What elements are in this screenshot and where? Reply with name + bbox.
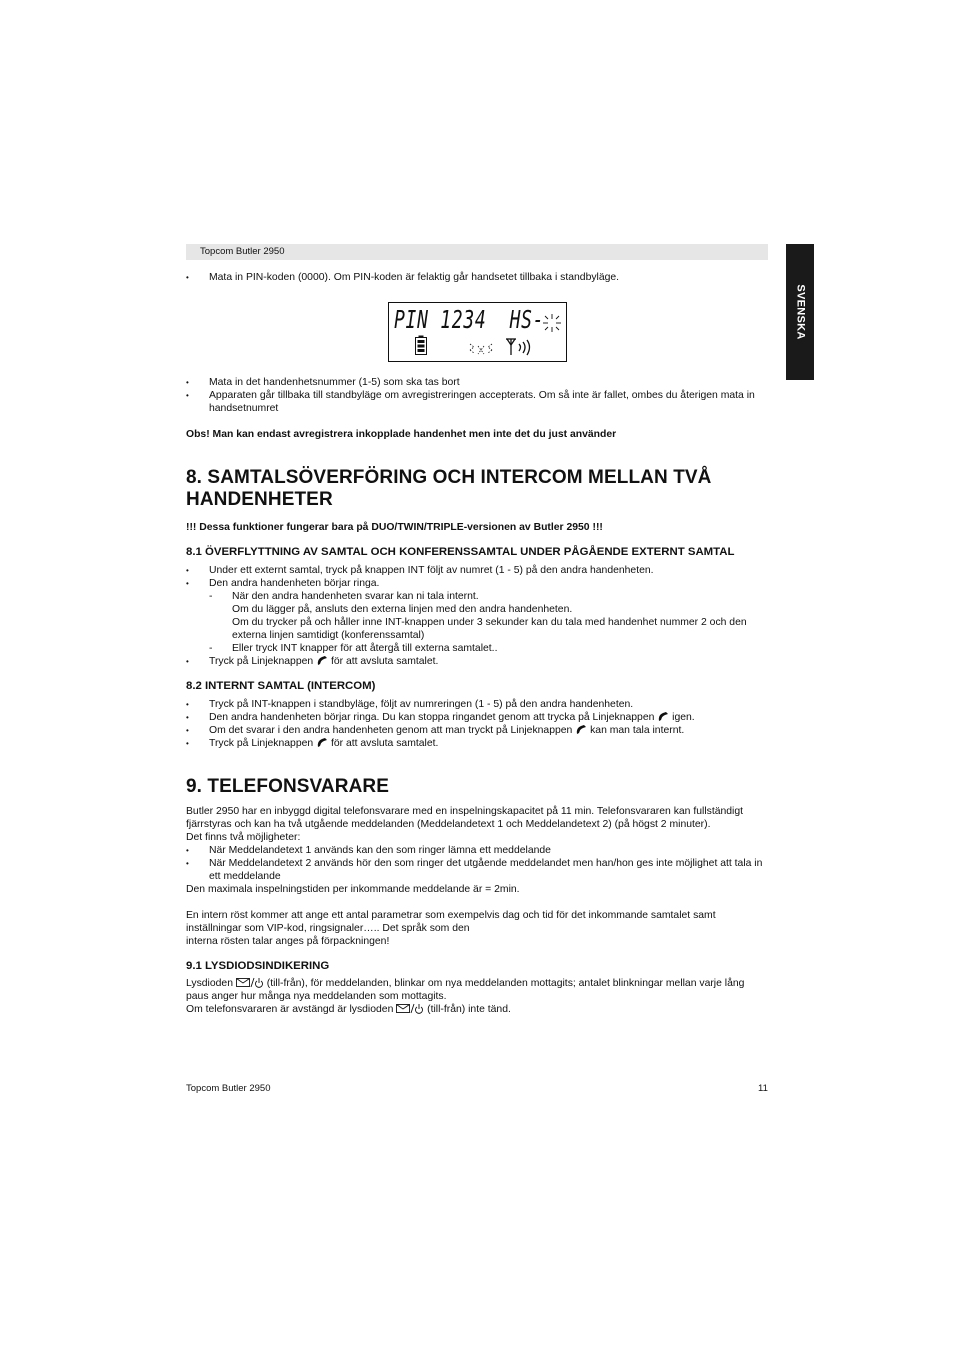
section-9-heading: 9. TELEFONSVARARE [186, 776, 389, 797]
list-item: • Den andra handenheten börjar ringa. [186, 577, 768, 590]
note: Obs! Man kan endast avregistrera inkopplade handenhet men inte det du just använder [186, 429, 617, 440]
envelope-power-icon [396, 1003, 424, 1014]
footer-title: Topcom Butler 2950 [186, 1083, 271, 1094]
paragraph [186, 977, 768, 1003]
envelope-power-icon [236, 977, 264, 988]
section-9-1-heading: 9.1 LYSDIODSINDIKERING [186, 960, 330, 972]
paragraph-text: (till-från) inte tänd. [427, 1004, 511, 1015]
list-item-text: Om du lägger på, ansluts den externa linjen med den andra handenheten. [232, 604, 573, 615]
list-item-text: igen. [672, 712, 695, 723]
phone-icon [316, 737, 328, 748]
paragraph [186, 1003, 768, 1016]
list-item: • Apparaten går tillbaka till standbyläge om avregistreringen accepterats. Om så inte är fallet, ombes du återigen mata in handsetnumret [186, 389, 768, 415]
section-8-heading: 8. SAMTALSÖVERFÖRING OCH INTERCOM MELLAN TVÅ HANDENHETER [186, 467, 712, 510]
list-item: • Mata in PIN-koden (0000). Om PIN-koden är felaktig går handsetet tillbaka i standbyläge. [186, 271, 768, 284]
list-item: • När Meddelandetext 1 används kan den som ringer lämna ett meddelande [186, 844, 768, 857]
language-tab [786, 244, 814, 380]
phone-icon [657, 711, 669, 722]
page-content [186, 271, 768, 1016]
list-item-text: Tryck på Linjeknappen [209, 656, 314, 667]
battery-icon [415, 335, 427, 355]
list-item [186, 737, 768, 750]
list-item: - När den andra handenheten svarar kan ni tala internt. [186, 590, 768, 603]
list-item: • Under ett externt samtal, tryck på knappen INT följt av numret (1 - 5) på den andra handenheten. [186, 564, 768, 577]
list-item: - Eller tryck INT knapper för att återgå till externa samtalet.. [186, 642, 768, 655]
paragraph: Den maximala inspelningstiden per inkommande meddelande är = 2min. [186, 884, 520, 895]
paragraph-text: Lysdioden [186, 978, 233, 989]
paragraph: Det finns två möjligheter: [186, 832, 301, 843]
page-number: 11 [758, 1083, 768, 1094]
phone-icon [575, 724, 587, 735]
section-8-2-heading: 8.2 INTERNT SAMTAL (INTERCOM) [186, 680, 376, 692]
paragraph-text: (till-från), för meddelanden, blinkar om nya meddelanden mottagits; antalet blinkningar mellan varje lång paus anger hur många nya meddelanden som mottagits. [186, 978, 745, 1002]
section-8-warning: !!! Dessa funktioner fungerar bara på DUO/TWIN/TRIPLE-versionen av Butler 2950 !!! [186, 522, 603, 533]
list-item-text: Om det svarar i den andra handenheten genom att man tryckt på Linjeknappen [209, 725, 573, 736]
list-item: • Mata in det handenhetsnummer (1-5) som ska tas bort [186, 376, 768, 389]
list-item: • Tryck på INT-knappen i standbyläge, följt av numreringen (1 - 5) på den andra handenheten. [186, 698, 768, 711]
ringer-off-icon [467, 341, 495, 357]
lcd-text: PIN 1234 HS- [394, 305, 545, 334]
paragraph-text: Om telefonsvararen är avstängd är lysdioden [186, 1004, 394, 1015]
list-item-text: Den andra handenheten börjar ringa. Du kan stoppa ringandet genom att trycka på Linjeknappen [209, 712, 655, 723]
paragraph: Butler 2950 har en inbyggd digital telefonsvarare med en inspelningskapacitet på 11 min. Telefonsvararen kan fullständigt fjärrstyras och kan ha två utgående meddelanden (Meddelandetext 1 och Meddelandetext 2) (på högst 2 minuter). [186, 806, 744, 830]
paragraph: En intern röst kommer att ange ett antal parametrar som exempelvis dag och tid för det inkommande samtalet samt inställningar som VIP-kod, ringsignaler….. Det språk som den [186, 910, 716, 934]
phone-icon [316, 655, 328, 666]
list-item [186, 711, 768, 724]
header-title: Topcom Butler 2950 [200, 246, 285, 257]
list-item [186, 724, 768, 737]
list-item-text: Tryck på Linjeknappen [209, 738, 314, 749]
paragraph: interna rösten talar anges på förpackningen! [186, 936, 390, 947]
list-item-text: Om du trycker på och håller inne INT-knappen under 3 sekunder kan du tala med handenhet nummer 2 och den externa linjen samtidigt (konferenssamtal) [232, 617, 747, 641]
list-item-text: kan man tala internt. [590, 725, 685, 736]
list-item-text: för att avsluta samtalet. [330, 656, 439, 667]
list-item: • När Meddelandetext 2 används hör den som ringer det utgående meddelandet men han/hon ges inte möjlighet att tala in ett meddelande [186, 857, 768, 883]
list-item-text: för att avsluta samtalet. [330, 738, 439, 749]
blink-indicator-icon [539, 311, 565, 335]
list-item [186, 655, 768, 668]
lcd-display [388, 302, 567, 362]
antenna-signal-icon [505, 337, 533, 357]
language-tab-label: SVENSKA [794, 284, 807, 340]
section-8-1-heading: 8.1 ÖVERFLYTTNING AV SAMTAL OCH KONFERENSSAMTAL UNDER PÅGÅENDE EXTERNT SAMTAL [186, 546, 735, 558]
